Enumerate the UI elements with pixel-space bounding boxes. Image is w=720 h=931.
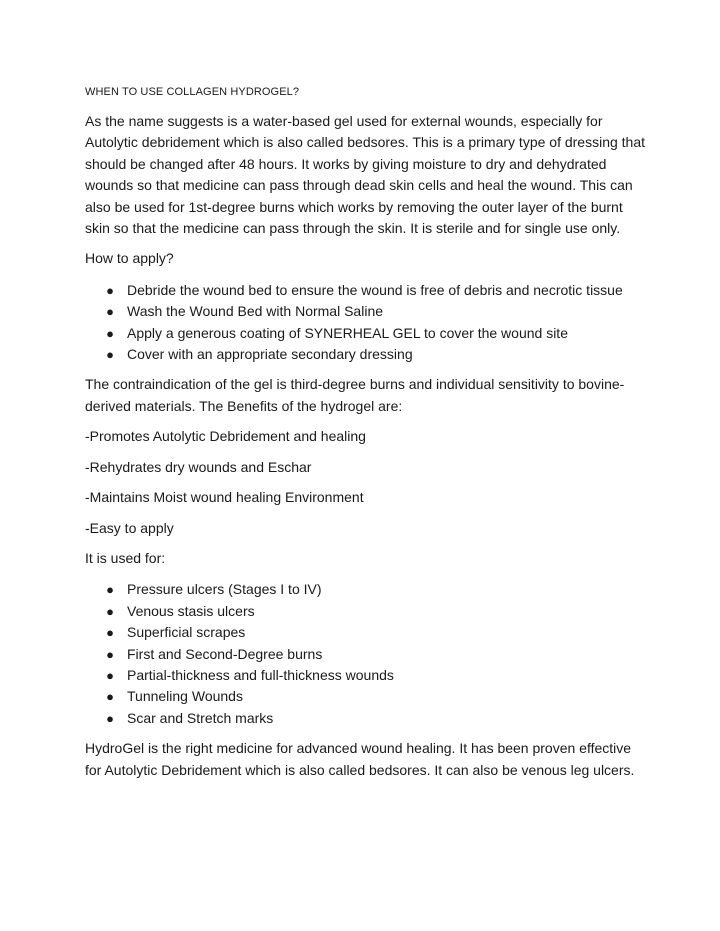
bullet-icon: ● — [106, 282, 114, 298]
bullet-icon: ● — [106, 325, 114, 341]
list-item: ● Scar and Stretch marks — [127, 708, 645, 729]
list-item: ● First and Second-Degree burns — [127, 644, 645, 665]
how-to-apply-label: How to apply? — [85, 250, 174, 267]
conclusion-paragraph: HydroGel is the right medicine for advanced wound healing. It has been proven effective for Autolytic Debridement which is also called bedsores. It can also be venous leg ulcers. — [85, 740, 635, 778]
bullet-icon: ● — [106, 667, 114, 683]
bullet-icon: ● — [106, 646, 114, 662]
bullet-icon: ● — [106, 625, 114, 641]
benefit-item: -Maintains Moist wound healing Environment — [85, 489, 364, 506]
contraindication-paragraph: The contraindication of the gel is third-degree burns and individual sensitivity to bovine-derived materials. The Benefits of the hydrogel are: — [85, 376, 625, 414]
list-item: ● Venous stasis ulcers — [127, 601, 645, 622]
bullet-icon: ● — [106, 689, 114, 705]
intro-paragraph: As the name suggests is a water-based gel used for external wounds, especially for Autolytic debridement which is also called bedsores. This is a primary type of dressing that should be changed after 48 hours. It works by giving moisture to dry and dehydrated wounds so that medicine can pass through dead skin cells and heal the wound. This can also be used for 1st-degree burns which works by removing the outer layer of the burnt skin so that the medicine can pass through the skin. It is sterile and for single use only. — [85, 113, 646, 237]
list-item: ● Apply a generous coating of SYNERHEAL GEL to cover the wound site — [127, 323, 645, 344]
list-item: ● Partial-thickness and full-thickness wounds — [127, 665, 645, 686]
document-page — [85, 84, 645, 790]
benefit-item: -Easy to apply — [85, 519, 174, 536]
list-item: ● Superficial scrapes — [127, 622, 645, 643]
bullet-icon: ● — [106, 304, 114, 320]
list-item: ● Cover with an appropriate secondary dressing — [127, 344, 645, 365]
used-for-label: It is used for: — [85, 549, 166, 566]
benefit-item: -Rehydrates dry wounds and Eschar — [85, 458, 312, 475]
list-item: ● Tunneling Wounds — [127, 686, 645, 707]
document-heading: WHEN TO USE COLLAGEN HYDROGEL? — [85, 86, 300, 98]
bullet-icon: ● — [106, 582, 114, 598]
bullet-icon: ● — [106, 710, 114, 726]
bullet-icon: ● — [106, 347, 114, 363]
uses-list — [85, 579, 645, 729]
list-item: ● Pressure ulcers (Stages I to IV) — [127, 579, 645, 600]
bullet-icon: ● — [106, 603, 114, 619]
list-item: ● Wash the Wound Bed with Normal Saline — [127, 301, 645, 322]
benefit-item: -Promotes Autolytic Debridement and healing — [85, 428, 366, 445]
list-item: ● Debride the wound bed to ensure the wound is free of debris and necrotic tissue — [127, 280, 645, 301]
apply-steps-list — [85, 280, 645, 366]
